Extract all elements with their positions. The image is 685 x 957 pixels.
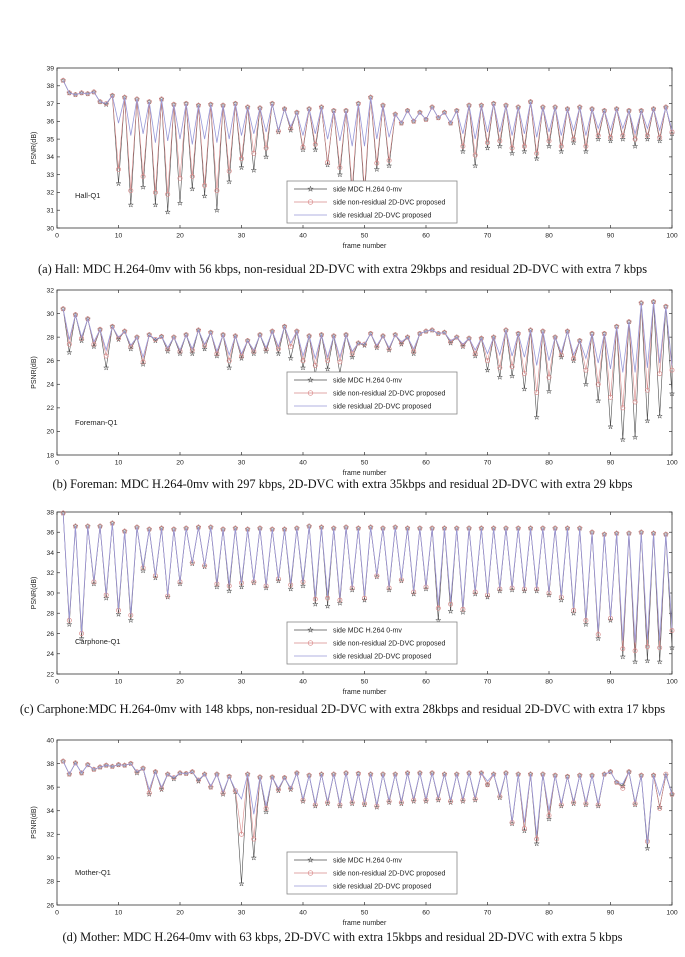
svg-text:36: 36 xyxy=(46,118,54,126)
svg-text:20: 20 xyxy=(176,232,184,240)
svg-text:60: 60 xyxy=(422,678,430,686)
svg-text:side non-residual 2D-DVC propo: side non-residual 2D-DVC proposed xyxy=(333,390,446,398)
chart-carphone xyxy=(0,505,685,703)
y-axis-label: PSNR(dB) xyxy=(31,356,38,389)
svg-text:30: 30 xyxy=(46,855,54,863)
svg-text:100: 100 xyxy=(666,678,678,686)
svg-text:38: 38 xyxy=(46,760,54,768)
sequence-label: Mother-Q1 xyxy=(75,868,111,877)
svg-text:70: 70 xyxy=(483,678,492,686)
series-1 xyxy=(61,759,674,843)
chart-svg-carphone-q1 xyxy=(0,505,685,703)
svg-text:20: 20 xyxy=(176,459,184,467)
series-0 xyxy=(61,299,675,442)
svg-text:30: 30 xyxy=(46,310,54,318)
x-axis-label: frame number xyxy=(342,243,387,250)
x-axis-label: frame number xyxy=(342,920,387,927)
svg-text:0: 0 xyxy=(55,678,59,686)
svg-text:26: 26 xyxy=(46,902,54,910)
svg-text:31: 31 xyxy=(46,207,54,215)
svg-text:90: 90 xyxy=(606,459,615,467)
svg-text:22: 22 xyxy=(46,405,54,413)
svg-text:38: 38 xyxy=(46,509,54,517)
svg-text:0: 0 xyxy=(55,459,59,467)
svg-text:40: 40 xyxy=(299,909,307,917)
chart-mother xyxy=(0,733,685,933)
svg-text:100: 100 xyxy=(666,459,678,467)
svg-text:side residual 2D-DVC proposed: side residual 2D-DVC proposed xyxy=(333,212,432,220)
svg-text:30: 30 xyxy=(46,590,54,598)
svg-text:side non-residual 2D-DVC propo: side non-residual 2D-DVC proposed xyxy=(333,199,446,207)
svg-text:50: 50 xyxy=(360,459,369,467)
svg-text:34: 34 xyxy=(46,154,54,162)
svg-text:70: 70 xyxy=(483,459,492,467)
svg-text:36: 36 xyxy=(46,529,54,537)
chart-svg-mother-q1 xyxy=(0,733,685,933)
svg-text:100: 100 xyxy=(666,232,678,240)
svg-text:10: 10 xyxy=(114,459,123,467)
svg-text:28: 28 xyxy=(46,334,54,342)
svg-text:80: 80 xyxy=(545,678,553,686)
svg-text:35: 35 xyxy=(46,136,54,144)
svg-text:20: 20 xyxy=(46,428,54,436)
caption-d: (d) Mother: MDC H.264-0mv with 63 kbps, 2D-DVC with extra 15kbps and residual 2D-DVC with extra 5 kbps xyxy=(62,930,623,944)
legend-box xyxy=(287,181,457,223)
svg-text:40: 40 xyxy=(299,678,307,686)
svg-text:26: 26 xyxy=(46,630,54,638)
chart-hall xyxy=(0,55,685,260)
svg-text:80: 80 xyxy=(545,232,553,240)
svg-text:38: 38 xyxy=(46,83,54,91)
svg-text:60: 60 xyxy=(422,459,430,467)
svg-text:40: 40 xyxy=(299,232,307,240)
svg-text:30: 30 xyxy=(46,225,54,233)
sequence-label: Carphone-Q1 xyxy=(75,637,121,646)
svg-text:side MDC H.264 0-mv: side MDC H.264 0-mv xyxy=(333,186,402,194)
svg-text:80: 80 xyxy=(545,459,553,467)
svg-text:10: 10 xyxy=(114,909,123,917)
svg-text:70: 70 xyxy=(483,232,492,240)
svg-text:90: 90 xyxy=(606,232,615,240)
series-1 xyxy=(61,78,674,196)
x-axis-label: frame number xyxy=(342,470,387,477)
svg-text:side non-residual 2D-DVC propo: side non-residual 2D-DVC proposed xyxy=(333,640,446,648)
chart-foreman xyxy=(0,283,685,483)
caption-b: (b) Foreman: MDC H.264-0mv with 297 kbps, 2D-DVC with extra 35kbps and residual 2D-DVC with extra 29 kbps xyxy=(52,477,633,491)
svg-text:22: 22 xyxy=(46,671,54,679)
svg-text:32: 32 xyxy=(46,189,54,197)
svg-text:30: 30 xyxy=(237,909,246,917)
caption-a: (a) Hall: MDC H.264-0mv with 56 kbps, non-residual 2D-DVC with extra 29kbps and residual 2D-DVC with extra 7 kbps xyxy=(37,262,648,276)
svg-text:side MDC H.264 0-mv: side MDC H.264 0-mv xyxy=(333,627,402,635)
svg-text:side MDC H.264 0-mv: side MDC H.264 0-mv xyxy=(333,857,402,865)
svg-text:side non-residual 2D-DVC propo: side non-residual 2D-DVC proposed xyxy=(333,870,446,878)
x-axis-label: frame number xyxy=(342,689,387,696)
svg-text:side residual 2D-DVC proposed: side residual 2D-DVC proposed xyxy=(333,403,432,411)
svg-text:90: 90 xyxy=(606,678,615,686)
svg-text:side residual 2D-DVC proposed: side residual 2D-DVC proposed xyxy=(333,653,432,661)
svg-text:36: 36 xyxy=(46,784,54,792)
svg-text:70: 70 xyxy=(483,909,492,917)
chart-svg-foreman-q1 xyxy=(0,283,685,483)
svg-text:100: 100 xyxy=(666,909,678,917)
y-axis-label: PSNR(dB) xyxy=(31,131,38,165)
legend-box xyxy=(287,372,457,414)
svg-text:50: 50 xyxy=(360,232,369,240)
svg-text:32: 32 xyxy=(46,570,54,578)
svg-text:side residual 2D-DVC proposed: side residual 2D-DVC proposed xyxy=(333,883,432,891)
svg-text:50: 50 xyxy=(360,909,369,917)
svg-text:30: 30 xyxy=(237,678,246,686)
svg-text:30: 30 xyxy=(237,459,246,467)
svg-text:28: 28 xyxy=(46,878,54,886)
svg-text:60: 60 xyxy=(422,232,430,240)
svg-text:90: 90 xyxy=(606,909,615,917)
svg-text:24: 24 xyxy=(46,651,54,659)
svg-text:39: 39 xyxy=(46,65,54,73)
legend-box xyxy=(287,622,457,664)
svg-text:28: 28 xyxy=(46,610,54,618)
svg-text:37: 37 xyxy=(46,100,54,108)
legend-box xyxy=(287,852,457,894)
svg-text:0: 0 xyxy=(55,232,59,240)
caption-c: (c) Carphone:MDC H.264-0mv with 148 kbps, non-residual 2D-DVC with extra 28kbps and residual 2D-DVC with extra 17 kbps xyxy=(19,702,666,716)
svg-text:18: 18 xyxy=(46,452,54,460)
sequence-label: Foreman-Q1 xyxy=(75,418,118,427)
svg-text:32: 32 xyxy=(46,287,54,295)
svg-text:26: 26 xyxy=(46,358,54,366)
y-axis-label: PSNR(dB) xyxy=(31,806,38,839)
svg-text:80: 80 xyxy=(545,909,553,917)
svg-text:side MDC H.264 0-mv: side MDC H.264 0-mv xyxy=(333,377,402,385)
y-axis-label: PSNR(dB) xyxy=(31,576,38,610)
chart-svg-hall-q1 xyxy=(0,55,685,260)
svg-text:20: 20 xyxy=(176,678,184,686)
sequence-label: Hall-Q1 xyxy=(75,191,101,200)
svg-text:40: 40 xyxy=(46,737,54,745)
svg-text:32: 32 xyxy=(46,831,54,839)
svg-text:24: 24 xyxy=(46,381,54,389)
svg-text:50: 50 xyxy=(360,678,369,686)
svg-text:20: 20 xyxy=(176,909,184,917)
series-2 xyxy=(63,302,672,373)
svg-text:60: 60 xyxy=(422,909,430,917)
svg-text:10: 10 xyxy=(114,232,123,240)
svg-text:30: 30 xyxy=(237,232,246,240)
svg-text:33: 33 xyxy=(46,171,54,179)
svg-text:0: 0 xyxy=(55,909,59,917)
svg-text:34: 34 xyxy=(46,808,54,816)
svg-text:40: 40 xyxy=(299,459,307,467)
svg-text:10: 10 xyxy=(114,678,123,686)
svg-text:34: 34 xyxy=(46,549,54,557)
